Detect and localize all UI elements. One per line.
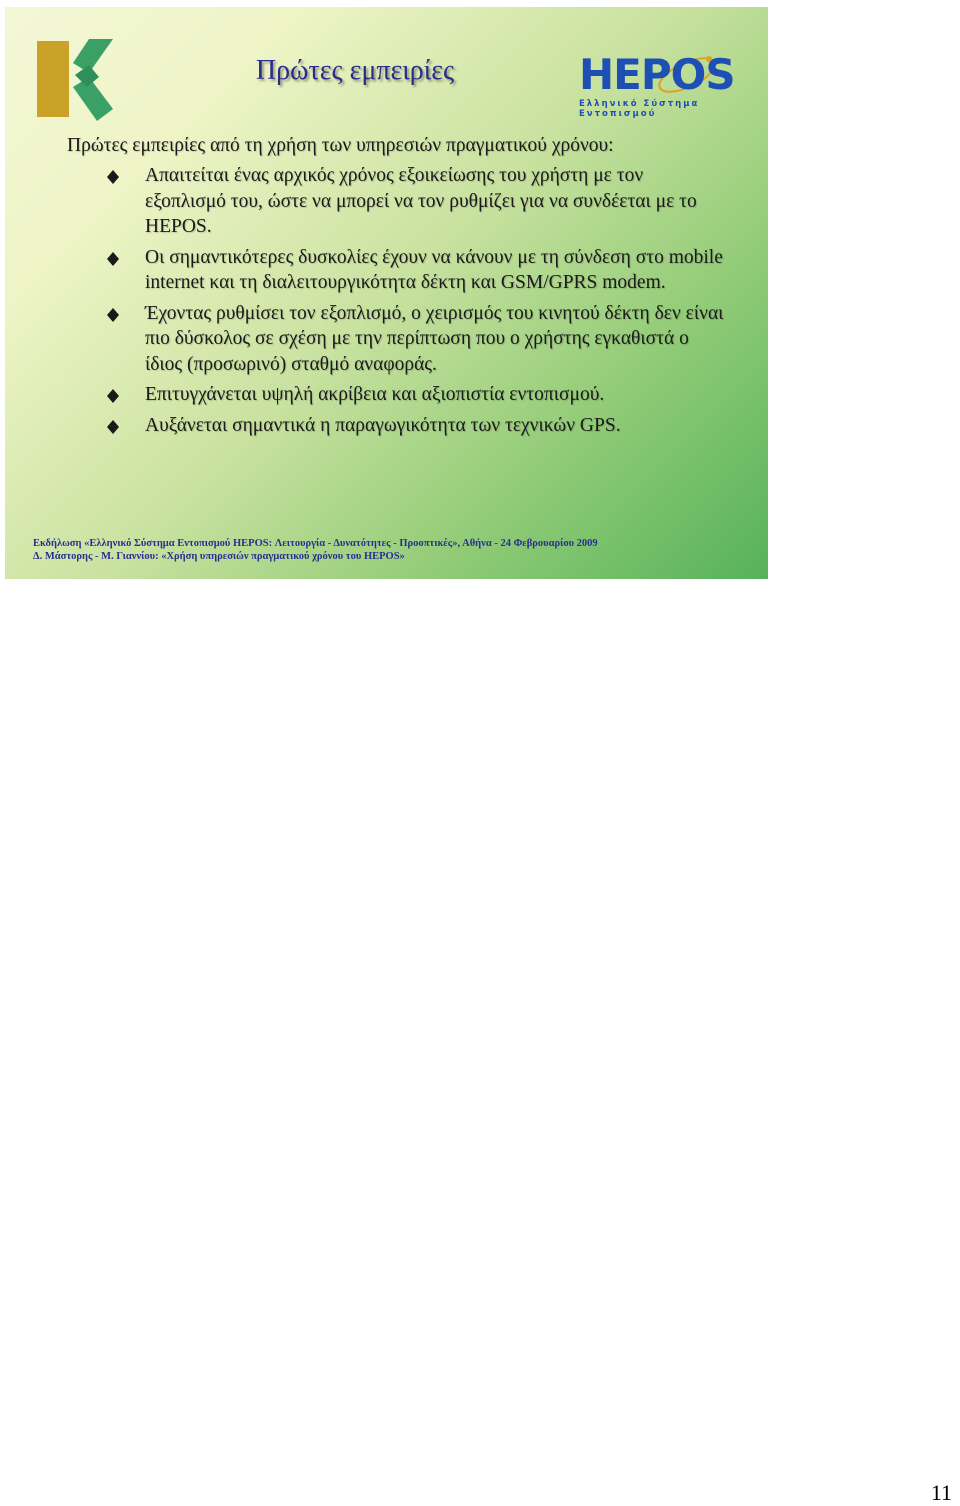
bullet-list: [105, 163, 725, 443]
slide-title: Πρώτες εμπειρίες: [255, 55, 455, 86]
diamond-bullet-icon: [107, 252, 119, 266]
bullet-text: Επιτυγχάνεται υψηλή ακρίβεια και αξιοπιστία εντοπισμού.: [145, 384, 605, 405]
list-item: [105, 413, 725, 439]
list-item: [105, 301, 725, 378]
slide-footer: [33, 537, 753, 563]
list-item: [105, 382, 725, 408]
footer-event-line: Εκδήλωση «Ελληνικό Σύστημα Εντοπισμού HEPOS: Λειτουργία - Δυνατότητες - Προοπτικές», Αθήνα - 24 Φεβρουαρίου 2009: [33, 538, 598, 549]
hepos-logo-word: HEPOS: [579, 50, 735, 99]
diamond-bullet-icon: [107, 389, 119, 403]
footer-authors-line: Δ. Μάστορης - Μ. Γιαννίου: «Χρήση υπηρεσιών πραγματικού χρόνου του HEPOS»: [33, 551, 405, 562]
k-logo-icon: [37, 39, 117, 121]
intro-text: Πρώτες εμπειρίες από τη χρήση των υπηρεσιών πραγματικού χρόνου:: [67, 135, 614, 156]
slide: [5, 7, 768, 579]
bullet-text: Έχοντας ρυθμίσει τον εξοπλισμό, ο χειρισμός του κινητού δέκτη δεν είναι πιο δύσκολος σε σχέση με την περίπτωση που ο χρήστης εγκαθιστά ο ίδιος (προσωρινό) σταθμό αναφοράς.: [145, 302, 724, 375]
list-item: [105, 245, 725, 296]
bullet-text: Απαιτείται ένας αρχικός χρόνος εξοικείωσης του χρήστη με τον εξοπλισμό του, ώστε να μπορεί να τον ρυθμίζει για να συνδέεται με το HEPOS.: [145, 165, 697, 237]
bullet-text: Αυξάνεται σημαντικά η παραγωγικότητα των τεχνικών GPS.: [145, 414, 621, 436]
hepos-logo: [577, 49, 745, 117]
page-number: 11: [930, 1480, 952, 1505]
diamond-bullet-icon: [107, 308, 119, 322]
hepos-logo-subtitle: Ελληνικό Σύστημα Εντοπισμού: [579, 99, 700, 119]
diamond-bullet-icon: [107, 420, 119, 434]
diamond-bullet-icon: [107, 170, 119, 184]
list-item: [105, 163, 725, 240]
bullet-text: Οι σημαντικότερες δυσκολίες έχουν να κάνουν με τη σύνδεση στο mobile internet και τη διαλειτουργικότητα δέκτη και GSM/GPRS modem.: [145, 246, 723, 293]
